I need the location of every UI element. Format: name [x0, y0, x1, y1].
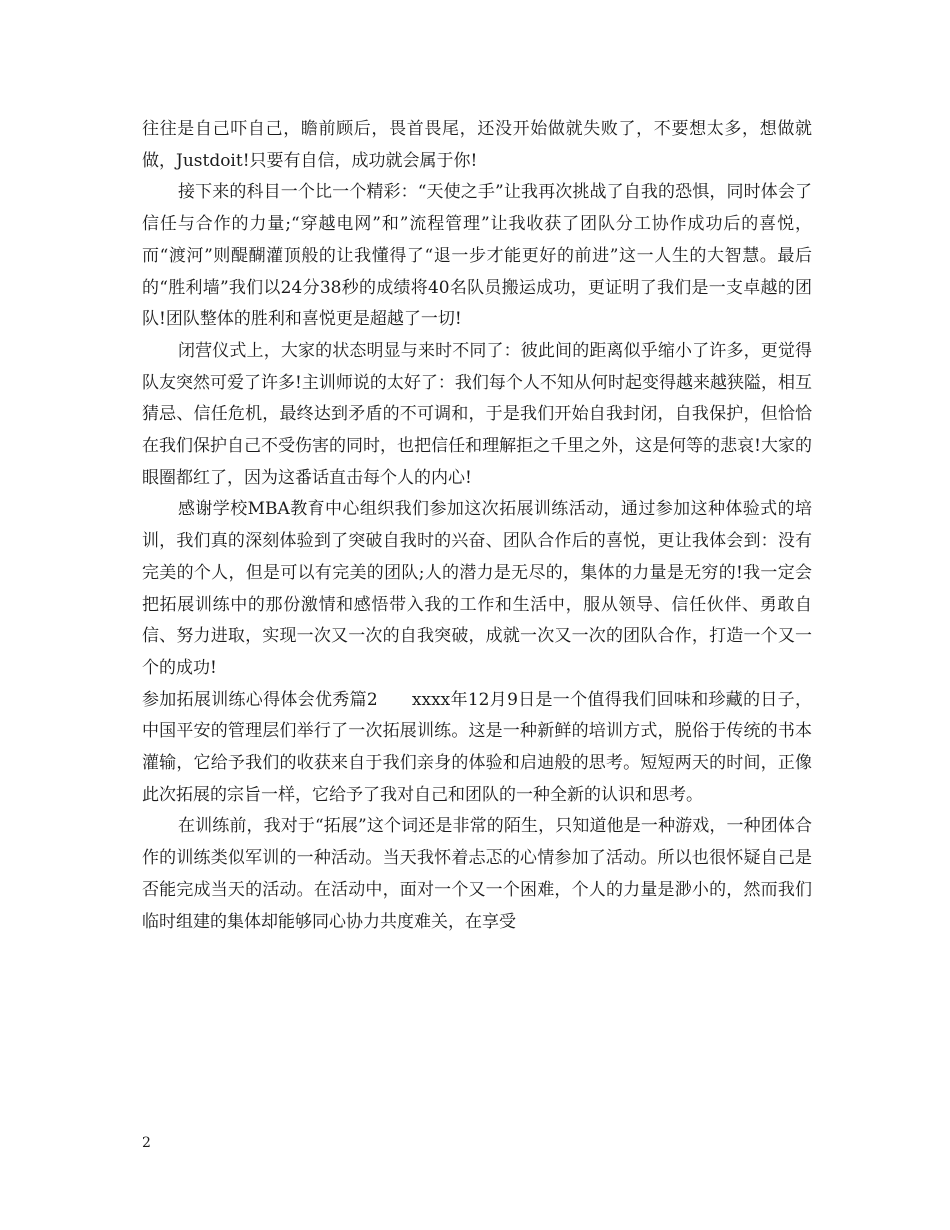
paragraph-text: 在训练前，我对于“拓展”这个词还是非常的陌生，只知道他是一种游戏，一种团体合作的训练类似军训的一种活动。当天我怀着忐忑的心情参加了活动。所以也很怀疑自己是否能完成当天的活动。在活动中，面对一个又一个困难，个人的力量是渺小的，然而我们临时组建的集体却能够同心协力共度难关，在享受: [142, 816, 812, 932]
paragraph-text: 接下来的科目一个比一个精彩：“天使之手”让我再次挑战了自我的恐惧，同时体会了信任与合作的力量;“穿越电网”和”流程管理”让我收获了团队分工协作成功后的喜悦，而“渡河”则醍醐灌顶般的让我懂得了“退一步才能更好的前进”这一人生的大智慧。最后的“胜利墙”我们以24分38秒的成绩将40名队员搬运成功，更证明了我们是一支卓越的团队!团队整体的胜利和喜悦更是超越了一切!: [142, 182, 812, 330]
paragraph-6: [142, 811, 812, 938]
body-text: [142, 114, 812, 938]
paragraph-text: 往往是自己吓自己，瞻前顾后，畏首畏尾，还没开始做就失败了，不要想太多，想做就做，Justdoit!只要有自信，成功就会属于你!: [142, 119, 812, 171]
paragraph-4: [142, 494, 812, 684]
paragraph-text: 闭营仪式上，大家的状态明显与来时不同了：彼此间的距离似乎缩小了许多，更觉得队友突然可爱了许多!主训师说的太好了：我们每个人不知从何时起变得越来越狭隘，相互猜忌、信任危机，最终达到矛盾的不可调和，于是我们开始自我封闭，自我保护，但恰恰在我们保护自己不受伤害的同时，也把信任和理解拒之千里之外，这是何等的悲哀!大家的眼圈都红了，因为这番话直击每个人的内心!: [142, 340, 812, 488]
heading-gap: [378, 690, 412, 710]
page-number: 2: [142, 1135, 151, 1151]
paragraph-2: [142, 177, 812, 336]
paragraph-3: [142, 336, 812, 495]
paragraph-text: 感谢学校MBA教育中心组织我们参加这次拓展训练活动，通过参加这种体验式的培训，我们真的深刻体验到了突破自我时的兴奋、团队合作后的喜悦，更让我体会到：没有完美的个人，但是可以有完美的团队;人的潜力是无尽的，集体的力量是无穷的!我一定会把拓展训练中的那份激情和感悟带入我的工作和生活中，服从领导、信任伙伴、勇敢自信、努力进取，实现一次又一次的自我突破，成就一次又一次的团队合作，打造一个又一个的成功!: [142, 499, 812, 678]
section-heading: 参加拓展训练心得体会优秀篇2: [142, 689, 378, 710]
paragraph-text: xxxx年12月9日是一个值得我们回味和珍藏的日子，中国平安的管理层们举行了一次拓展训练。这是一种新鲜的培训方式，脱俗于传统的书本灌输，它给予我们的收获来自于我们亲身的体验和启迪般的思考。短短两天的时间，正像此次拓展的宗旨一样，它给予了我对自己和团队的一种全新的认识和思考。: [142, 689, 812, 805]
paragraph-1: [142, 114, 812, 177]
paragraph-5: [142, 685, 812, 812]
